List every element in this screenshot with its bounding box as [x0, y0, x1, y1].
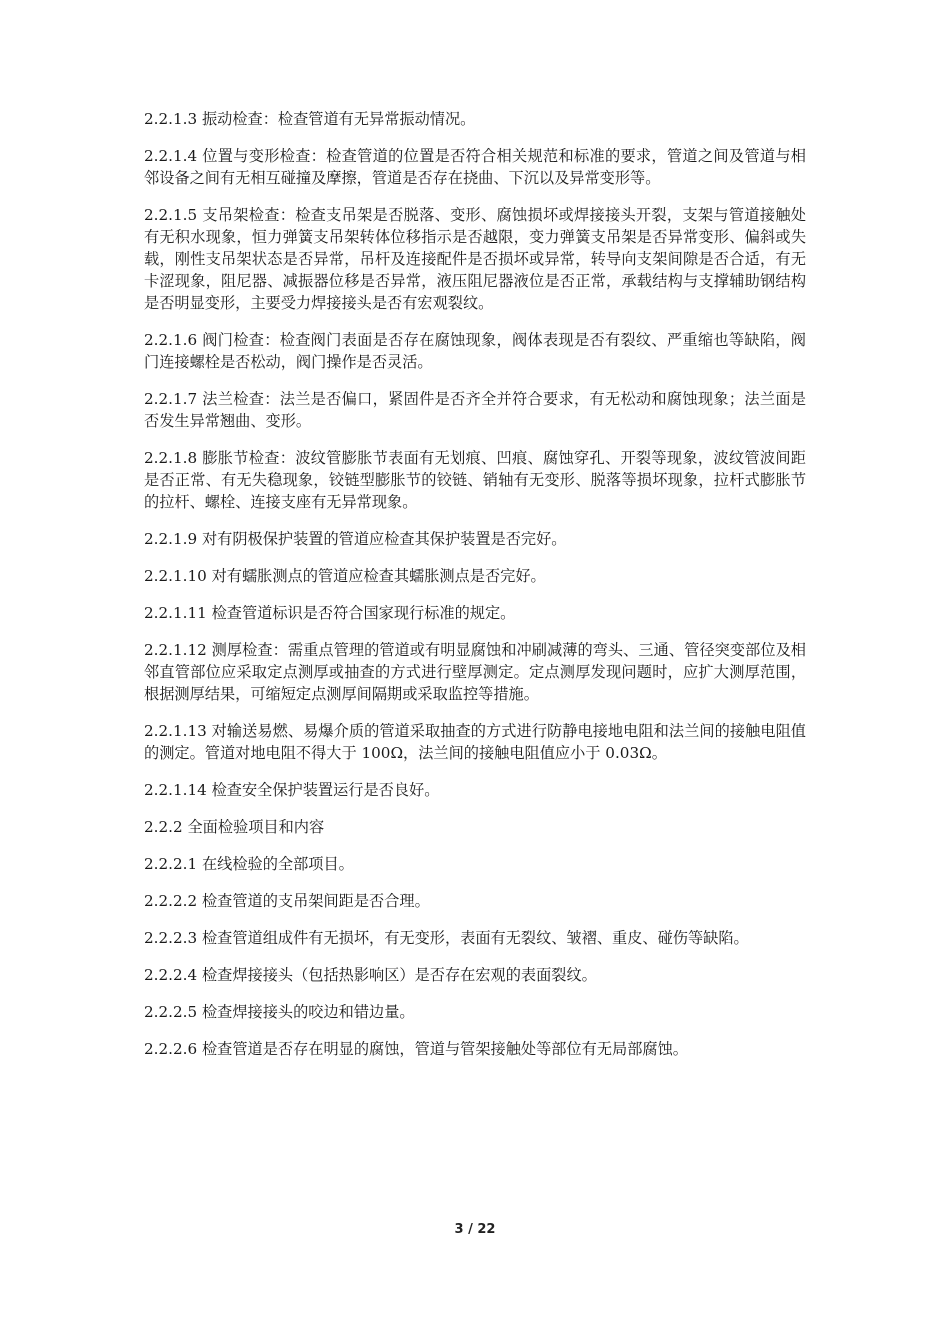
paragraph-2-2-1-11: 2.2.1.11 检查管道标识是否符合国家现行标准的规定。 — [144, 604, 516, 622]
paragraph-2-2-2-6: 2.2.2.6 检查管道是否存在明显的腐蚀，管道与管架接触处等部位有无局部腐蚀。 — [144, 1040, 688, 1058]
paragraph-2-2-1-4: 2.2.1.4 位置与变形检查：检查管道的位置是否符合相关规范和标准的要求，管道之间及管道与相邻设备之间有无相互碰撞及摩擦，管道是否存在挠曲、下沉以及异常变形等。 — [144, 147, 806, 187]
paragraph-2-2-1-12: 2.2.1.12 测厚检查：需重点管理的管道或有明显腐蚀和冲刷减薄的弯头、三通、管径突变部位及相邻直管部位应采取定点测厚或抽查的方式进行壁厚测定。定点测厚发现问题时，应扩大测厚范围，根据测厚结果，可缩短定点测厚间隔期或采取监控等措施。 — [144, 641, 806, 703]
paragraph-2-2-1-7: 2.2.1.7 法兰检查：法兰是否偏口，紧固件是否齐全并符合要求，有无松动和腐蚀现象；法兰面是否发生异常翘曲、变形。 — [144, 390, 806, 430]
paragraph-2-2-1-9: 2.2.1.9 对有阴极保护装置的管道应检查其保护装置是否完好。 — [144, 530, 567, 548]
page-number: 3 / 22 — [454, 1222, 496, 1237]
document-body — [144, 108, 806, 1075]
paragraph-2-2-1-5: 2.2.1.5 支吊架检查：检查支吊架是否脱落、变形、腐蚀损坏或焊接接头开裂，支架与管道接触处有无积水现象，恒力弹簧支吊架转体位移指示是否越限，变力弹簧支吊架是否异常变形、偏斜或失载，刚性支吊架状态是否异常，吊杆及连接配件是否损坏或异常，转导向支架间隙是否合适，有无卡涩现象，阻尼器、减振器位移是否异常，液压阻尼器液位是否正常，承载结构与支撑辅助钢结构是否明显变形，主要受力焊接接头是否有宏观裂纹。 — [144, 206, 806, 312]
paragraph-2-2-1-10: 2.2.1.10 对有蠕胀测点的管道应检查其蠕胀测点是否完好。 — [144, 567, 546, 585]
paragraph-2-2-1-6: 2.2.1.6 阀门检查：检查阀门表面是否存在腐蚀现象，阀体表现是否有裂纹、严重缩也等缺陷，阀门连接螺栓是否松动，阀门操作是否灵活。 — [144, 331, 806, 371]
paragraph-2-2-1-14: 2.2.1.14 检查安全保护装置运行是否良好。 — [144, 781, 440, 799]
paragraph-2-2-2-1: 2.2.2.1 在线检验的全部项目。 — [144, 855, 354, 873]
paragraph-2-2-2-2: 2.2.2.2 检查管道的支吊架间距是否合理。 — [144, 892, 430, 910]
paragraph-2-2-2-3: 2.2.2.3 检查管道组成件有无损坏，有无变形，表面有无裂纹、皱褶、重皮、碰伤等缺陷。 — [144, 929, 749, 947]
section-heading-2-2-2: 2.2.2 全面检验项目和内容 — [144, 818, 325, 836]
paragraph-2-2-1-13: 2.2.1.13 对输送易燃、易爆介质的管道采取抽查的方式进行防静电接地电阻和法兰间的接触电阻值的测定。管道对地电阻不得大于 100Ω，法兰间的接触电阻值应小于 0.03Ω。 — [144, 722, 806, 762]
paragraph-2-2-1-8: 2.2.1.8 膨胀节检查：波纹管膨胀节表面有无划痕、凹痕、腐蚀穿孔、开裂等现象，波纹管波间距是否正常、有无失稳现象，铰链型膨胀节的铰链、销轴有无变形、脱落等损坏现象，拉杆式膨胀节的拉杆、螺栓、连接支座有无异常现象。 — [144, 449, 806, 511]
paragraph-2-2-2-4: 2.2.2.4 检查焊接接头（包括热影响区）是否存在宏观的表面裂纹。 — [144, 966, 597, 984]
paragraph-2-2-2-5: 2.2.2.5 检查焊接接头的咬边和错边量。 — [144, 1003, 415, 1021]
paragraph-2-2-1-3: 2.2.1.3 振动检查：检查管道有无异常振动情况。 — [144, 110, 476, 128]
